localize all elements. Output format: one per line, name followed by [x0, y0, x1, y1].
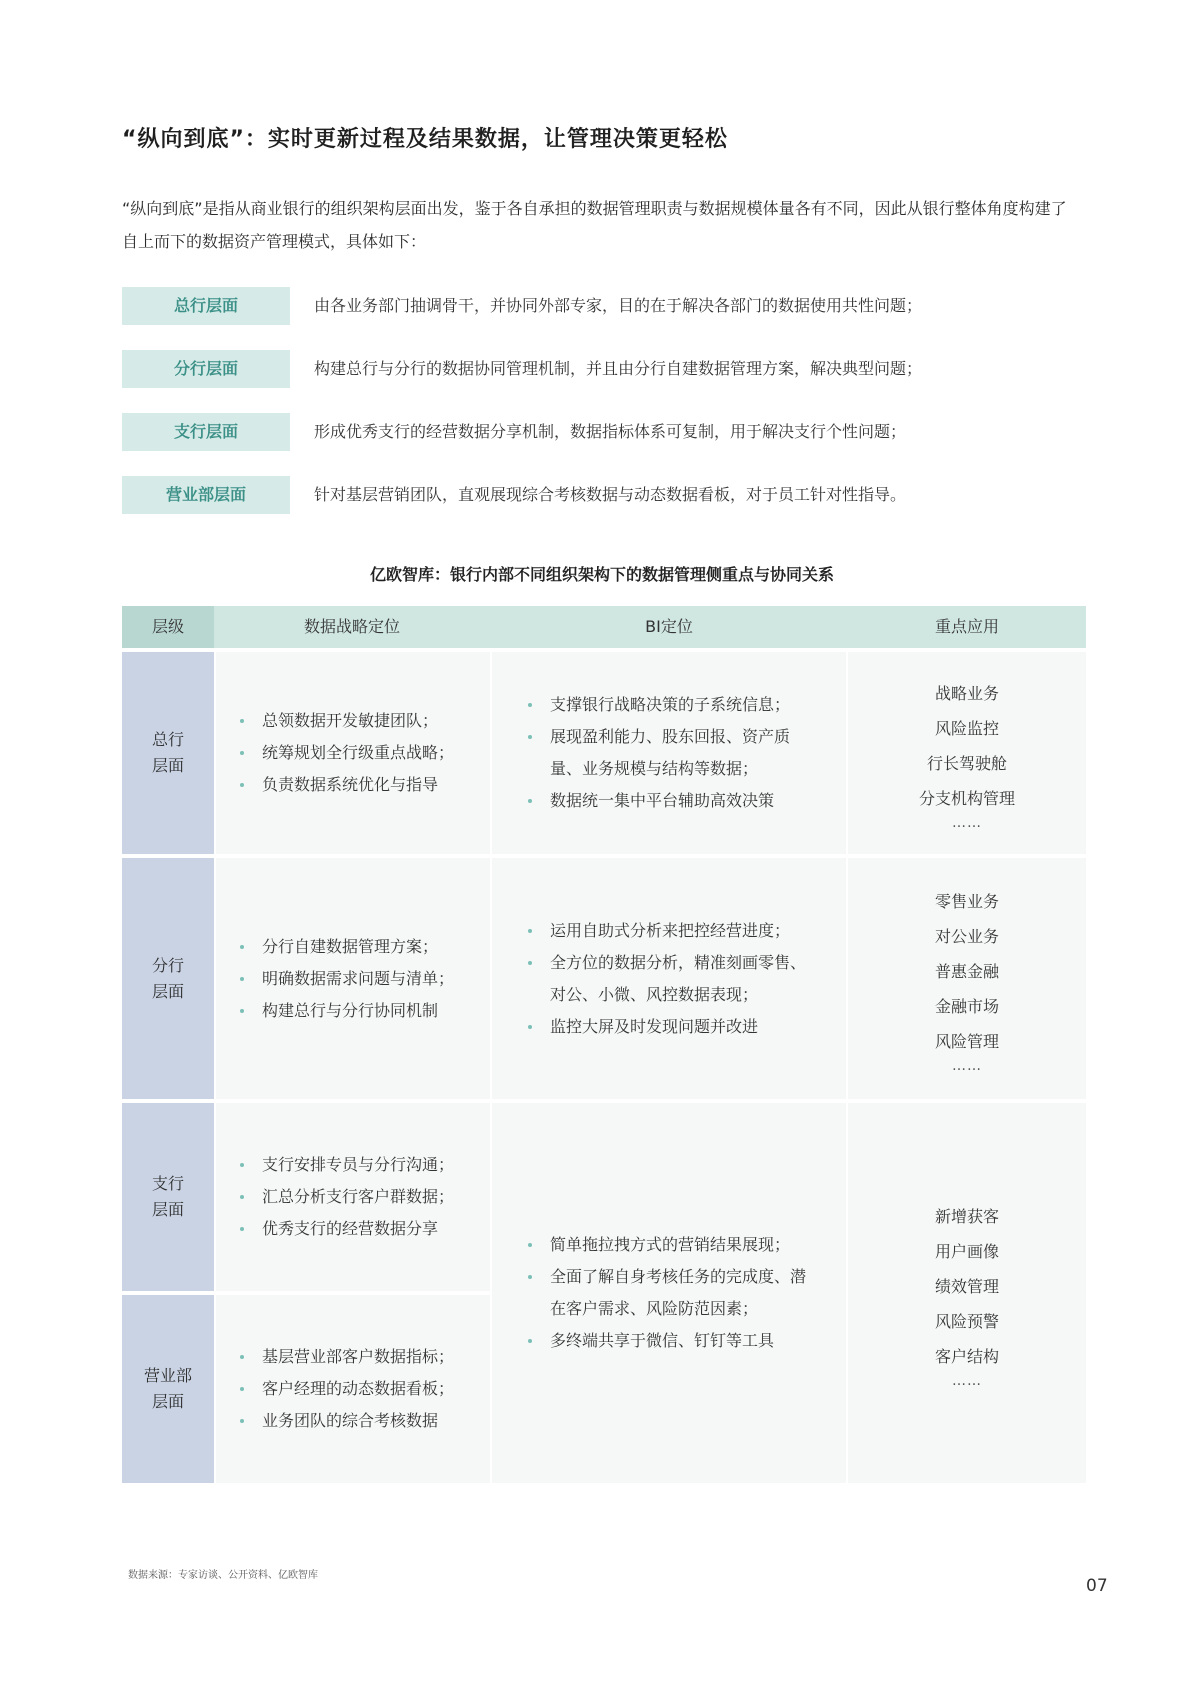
list-item: 普惠金融 — [934, 962, 999, 981]
level-headquarters — [122, 287, 1092, 325]
list-item: 分行自建数据管理方案； — [238, 931, 490, 963]
list-item: 绩效管理 — [934, 1276, 999, 1296]
level-tag: 营业部层面 — [122, 476, 290, 514]
header-strategy: 数据战略定位 — [303, 617, 400, 636]
list-item: 客户经理的动态数据看板； — [238, 1373, 490, 1405]
header-applications: 重点应用 — [934, 617, 999, 636]
list-item: 业务团队的综合考核数据 — [238, 1405, 490, 1437]
bi-list — [526, 689, 820, 817]
header-bi: BI定位 — [645, 617, 693, 636]
list-item: 简单拖拉拽方式的营销结果展现； — [526, 1229, 820, 1261]
more-ellipsis: …… — [952, 1372, 982, 1389]
more-ellipsis: …… — [952, 1058, 982, 1074]
list-item: 统筹规划全行级重点战略； — [238, 737, 490, 769]
row-level-label: 支行 层面 — [151, 1174, 184, 1219]
cell-strategy — [216, 1103, 490, 1291]
list-item: 总领数据开发敏捷团队； — [238, 705, 490, 737]
level-description: 构建总行与分行的数据协同管理机制，并且由分行自建数据管理方案，解决典型问题； — [314, 359, 923, 378]
list-item: 多终端共享于微信、钉钉等工具 — [526, 1325, 820, 1357]
list-item: 汇总分析支行客户群数据； — [238, 1181, 490, 1213]
level-tag: 分行层面 — [122, 350, 290, 388]
level-sub-branch — [122, 413, 1092, 451]
list-item: 展现盈利能力、股东回报、资产质量、业务规模与结构等数据； — [526, 721, 820, 785]
list-item: 明确数据需求问题与清单； — [238, 963, 490, 995]
list-item: 行长驾驶舱 — [926, 754, 1007, 773]
bi-list — [526, 1229, 820, 1357]
strategy-list — [238, 1341, 490, 1437]
cell-applications — [848, 858, 1086, 1099]
table-caption: 亿欧智库：银行内部不同组织架构下的数据管理侧重点与协同关系 — [369, 565, 834, 584]
list-item: 风险管理 — [934, 1032, 999, 1051]
list-item: 对公业务 — [934, 927, 999, 946]
row-level-label: 营业部 层面 — [143, 1366, 192, 1411]
list-item: 零售业务 — [934, 892, 999, 911]
intro-paragraph: “纵向到底”是指从商业银行的组织架构层面出发，鉴于各自承担的数据管理职责与数据规模体量各有不同，因此从银行整体角度构建了自上而下的数据资产管理模式，具体如下： — [122, 199, 1067, 251]
list-item: 数据统一集中平台辅助高效决策 — [526, 785, 820, 817]
cell-strategy — [216, 858, 490, 1099]
cell-strategy — [216, 1295, 490, 1483]
row-level-sub-branch — [122, 1103, 214, 1291]
level-tag: 总行层面 — [122, 287, 290, 325]
applications-list — [935, 1199, 999, 1374]
level-branch — [122, 350, 1092, 388]
level-description: 形成优秀支行的经营数据分享机制，数据指标体系可复制，用于解决支行个性问题； — [314, 422, 907, 441]
list-item: 负责数据系统优化与指导 — [238, 769, 490, 801]
page-title: “纵向到底”：实时更新过程及结果数据，让管理决策更轻松 — [122, 127, 728, 152]
strategy-list — [238, 1149, 490, 1245]
data-management-table — [122, 606, 1086, 1483]
level-tag: 支行层面 — [122, 413, 290, 451]
list-item: 监控大屏及时发现问题并改进 — [526, 1011, 820, 1043]
list-item: 构建总行与分行协同机制 — [238, 995, 490, 1027]
strategy-list — [238, 931, 490, 1027]
row-level-label: 分行 层面 — [151, 955, 184, 1001]
level-business-office — [122, 476, 1092, 514]
cell-applications-shared — [848, 1103, 1086, 1483]
list-item: 金融市场 — [934, 997, 999, 1016]
row-level-label: 总行 层面 — [151, 730, 184, 775]
applications-list — [919, 676, 1015, 816]
list-item: 客户结构 — [934, 1346, 999, 1366]
cell-bi — [492, 858, 846, 1099]
level-description: 由各业务部门抽调骨干，并协同外部专家，目的在于解决各部门的数据使用共性问题； — [314, 296, 923, 315]
row-level-business-office — [122, 1295, 214, 1483]
list-item: 风险预警 — [934, 1311, 999, 1331]
list-item: 支行安排专员与分行沟通； — [238, 1149, 490, 1181]
list-item: 基层营业部客户数据指标； — [238, 1341, 490, 1373]
strategy-list — [238, 705, 490, 801]
list-item: 新增获客 — [934, 1206, 999, 1226]
list-item: 全方位的数据分析，精准刻画零售、对公、小微、风控数据表现； — [526, 947, 820, 1011]
cell-bi-shared — [492, 1103, 846, 1483]
header-level: 层级 — [122, 606, 214, 648]
data-source-note: 数据来源：专家访谈、公开资料、亿欧智库 — [128, 1570, 318, 1581]
list-item: 分支机构管理 — [918, 789, 1015, 808]
cell-strategy — [216, 652, 490, 854]
list-item: 全面了解自身考核任务的完成度、潜在客户需求、风险防范因素； — [526, 1261, 820, 1325]
table-header — [122, 606, 1086, 648]
cell-applications — [848, 652, 1086, 854]
more-ellipsis: …… — [952, 815, 982, 831]
page-number: 07 — [1086, 1576, 1108, 1596]
list-item: 战略业务 — [934, 684, 999, 703]
list-item: 支撑银行战略决策的子系统信息； — [526, 689, 820, 721]
applications-list — [935, 884, 999, 1059]
row-level-branch — [122, 858, 214, 1099]
cell-bi — [492, 652, 846, 854]
list-item: 风险监控 — [934, 719, 999, 738]
list-item: 运用自助式分析来把控经营进度； — [526, 915, 820, 947]
row-level-headquarters — [122, 652, 214, 854]
level-description: 针对基层营销团队，直观展现综合考核数据与动态数据看板，对于员工针对性指导。 — [314, 485, 907, 504]
list-item: 用户画像 — [934, 1241, 999, 1261]
bi-list — [526, 915, 820, 1043]
list-item: 优秀支行的经营数据分享 — [238, 1213, 490, 1245]
